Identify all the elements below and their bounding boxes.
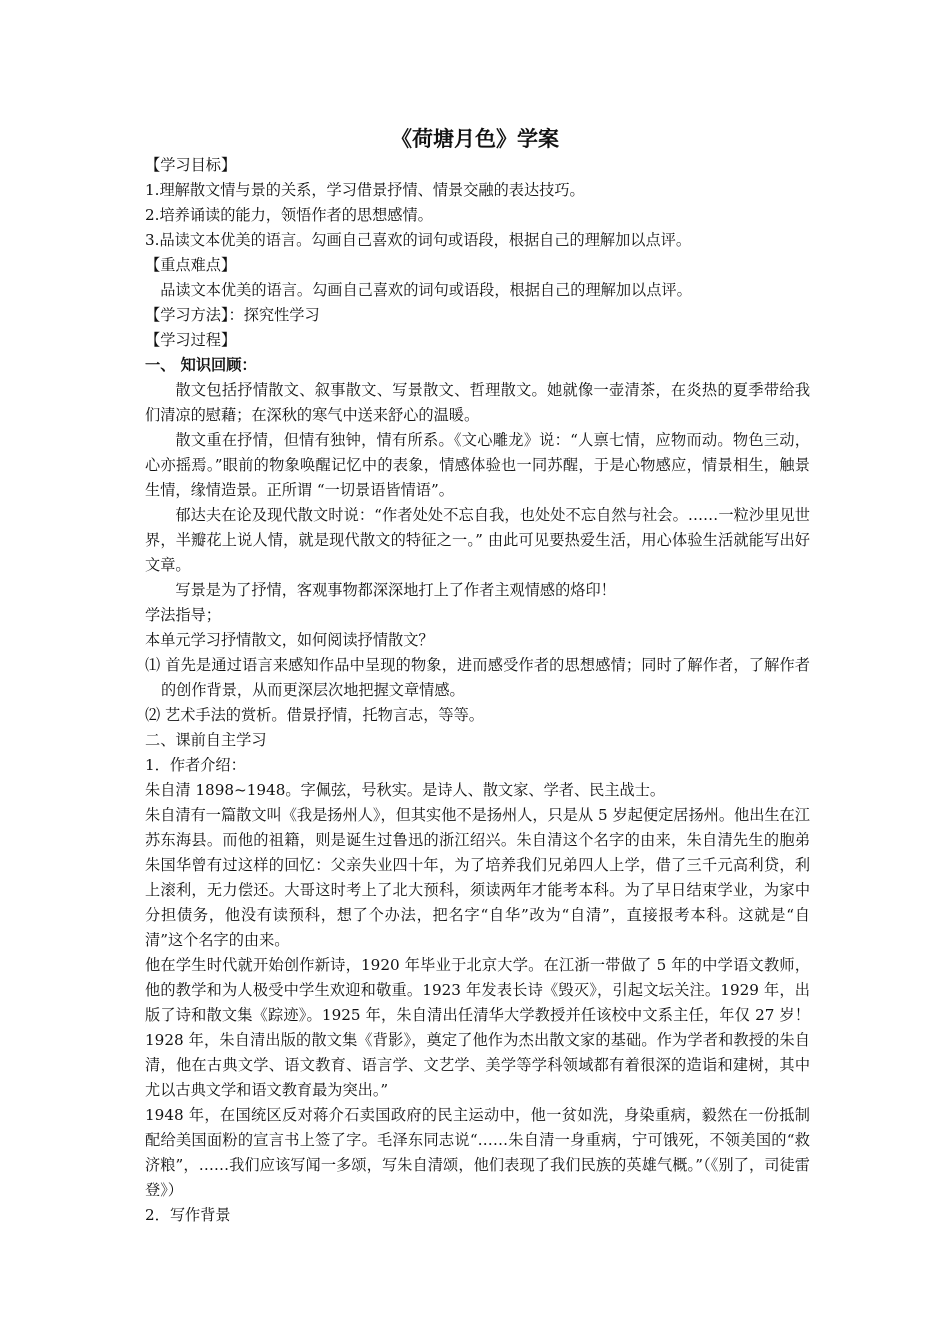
method-line: 【学习方法】：探究性学习 [145, 306, 320, 324]
process-heading: 【学习过程】 [145, 331, 237, 349]
author-paragraph: 1948 年，在国统区反对蒋介石卖国政府的民主运动中，他一贫如洗，身染重病，毅然在一份抵制配给美国面粉的宣言书上签了字。毛泽东同志说“……朱自清一身重病，宁可饿死，不领美国的“救济粮”，……我们应该写闻一多颂，写朱自清颂，他们表现了我们民族的英雄气概。”（《别了，司徒雷登》） [145, 1106, 810, 1199]
guide-heading: 学法指导； [145, 606, 221, 624]
page-title: 《荷塘月色》学案 [391, 126, 559, 151]
document-body [145, 153, 810, 1228]
key-points-text: 品读文本优美的语言。勾画自己喜欢的词句或语段，根据自己的理解加以点评。 [160, 281, 692, 299]
review-paragraph: 写景是为了抒情，客观事物都深深地打上了作者主观情感的烙印！ [175, 581, 616, 599]
objective-item: 2.培养诵读的能力，领悟作者的思想感情。 [145, 206, 433, 224]
author-heading: 1．作者介绍： [145, 756, 246, 774]
author-paragraph: 他在学生时代就开始创作新诗，1920 年毕业于北京大学。在江浙一带做了 5 年的中学语文教师，他的教学和为人极受中学生欢迎和敬重。1923 年发表长诗《毁灭》，引起文坛关注。1929 年，出版了诗和散文集《踪迹》。1925 年，朱自清出任清华大学教授并任该校中文系主任，年仅 27 岁！ 1928 年，朱自清出版的散文集《背影》，奠定了他作为杰出散文家的基础。作为学者和教授的朱自清，他在古典文学、语文教育、语言学、文艺学、美学等学科领域都有着很深的造诣和建树，其中尤以古典文学和语文教育最为突出。” [145, 956, 810, 1099]
section2-heading: 二、课前自主学习 [145, 731, 267, 749]
review-paragraph: 郁达夫在论及现代散文时说：“作者处处不忘自我，也处处不忘自然与社会。……一粒沙里见世界，半瓣花上说人情，就是现代散文的特征之一。” 由此可见要热爱生活，用心体验生活就能写出好文章。 [145, 506, 810, 574]
review-paragraph: 散文包括抒情散文、叙事散文、写景散文、哲理散文。她就像一壶清茶，在炎热的夏季带给我们清凉的慰藉；在深秋的寒气中送来舒心的温暖。 [145, 381, 810, 424]
guide-question: 本单元学习抒情散文，如何阅读抒情散文？ [145, 631, 434, 649]
review-paragraph: 散文重在抒情，但情有独钟，情有所系。《文心雕龙》说：“人禀七情，应物而动。物色三动，心亦摇焉。”眼前的物象唤醒记忆中的表象，情感体验也一同苏醒，于是心物感应，情景相生，触景生情，缘情造景。正所谓 “一切景语皆情语”。 [145, 431, 810, 499]
background-heading: 2．写作背景 [145, 1206, 231, 1224]
objectives-heading: 【学习目标】 [145, 156, 237, 174]
objective-item: 3.品读文本优美的语言。勾画自己喜欢的词句或语段，根据自己的理解加以点评。 [145, 231, 692, 249]
key-points-heading: 【重点难点】 [145, 256, 237, 274]
section1-heading: 一、 知识回顾： [145, 356, 257, 374]
guide-item: ⑵ 艺术手法的赏析。借景抒情，托物言志，等等。 [145, 706, 484, 724]
guide-item: ⑴ 首先是通过语言来感知作品中呈现的物象，进而感受作者的思想感情；同时了解作者，了解作者的创作背景，从而更深层次地把握文章情感。 [145, 656, 810, 699]
author-paragraph: 朱自清 1898~1948。字佩弦，号秋实。是诗人、散文家、学者、民主战士。 [145, 781, 666, 799]
author-paragraph: 朱自清有一篇散文叫《我是扬州人》，但其实他不是扬州人，只是从 5 岁起便定居扬州。他出生在江苏东海县。而他的祖籍，则是诞生过鲁迅的浙江绍兴。朱自清这个名字的由来，朱自清先生的胞弟朱国华曾有过这样的回忆：父亲失业四十年，为了培养我们兄弟四人上学，借了三千元高利贷，利上滚利，无力偿还。大哥这时考上了北大预科，须读两年才能考本科。为了早日结束学业，为家中分担债务，他没有读预科，想了个办法，把名字“自华”改为“自清”，直接报考本科。这就是“自清”这个名字的由来。 [145, 806, 810, 949]
objective-item: 1.理解散文情与景的关系，学习借景抒情、情景交融的表达技巧。 [145, 181, 585, 199]
